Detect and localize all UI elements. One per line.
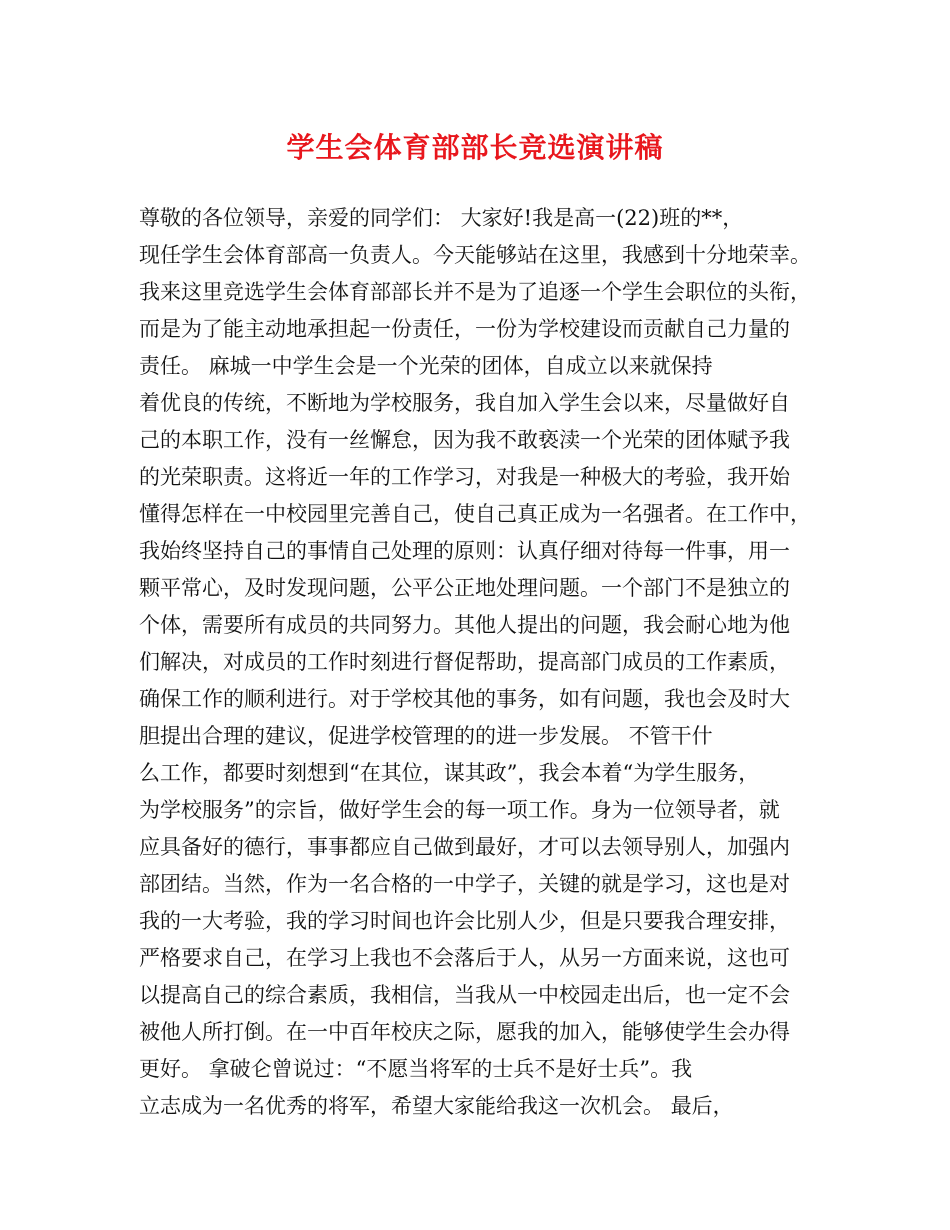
text-line: 以提高自己的综合素质，我相信，当我从一中校园走出后，也一定不会: [139, 983, 790, 1007]
text-line: 更好。 拿破仑曾说过：“不愿当将军的士兵不是好士兵”。我: [139, 1057, 693, 1081]
text-line: 胆提出合理的建议，促进学校管理的的进一步发展。 不管干什: [139, 724, 713, 748]
text-line: 颗平常心，及时发现问题，公平公正地处理问题。一个部门不是独立的: [139, 576, 790, 600]
text-line: 而是为了能主动地承担起一份责任，一份为学校建设而贡献自己力量的: [139, 317, 790, 341]
text-line: 的光荣职责。这将近一年的工作学习，对我是一种极大的考验，我开始: [139, 465, 790, 489]
text-line: 为学校服务”的宗旨，做好学生会的每一项工作。身为一位领导者，就: [139, 798, 780, 822]
text-line: 立志成为一名优秀的将军，希望大家能给我这一次机会。 最后，: [139, 1094, 734, 1118]
text-line: 己的本职工作，没有一丝懈怠，因为我不敢亵渎一个光荣的团体赋予我: [139, 428, 790, 452]
text-line: 被他人所打倒。在一中百年校庆之际，愿我的加入，能够使学生会办得: [139, 1020, 790, 1044]
text-line: 懂得怎样在一中校园里完善自己，使自己真正成为一名强者。在工作中，: [139, 502, 811, 526]
document-title: 学生会体育部部长竞选演讲稿: [286, 131, 664, 164]
text-line: 我的一大考验，我的学习时间也许会比别人少，但是只要我合理安排，: [139, 909, 790, 933]
text-line: 部团结。当然，作为一名合格的一中学子，关键的就是学习，这也是对: [139, 872, 790, 896]
speech-body: [139, 200, 829, 1125]
text-line: 确保工作的顺利进行。对于学校其他的事务，如有问题，我也会及时大: [139, 687, 790, 711]
text-line: 我始终坚持自己的事情自己处理的原则：认真仔细对待每一件事，用一: [139, 539, 790, 563]
text-line: 么工作，都要时刻想到“在其位，谋其政”，我会本着“为学生服务，: [139, 761, 760, 785]
text-line: 责任。 麻城一中学生会是一个光荣的团体，自成立以来就保持: [139, 354, 713, 378]
text-line: 严格要求自己，在学习上我也不会落后于人，从另一方面来说，这也可: [139, 946, 790, 970]
text-line: 应具备好的德行，事事都应自己做到最好，才可以去领导别人，加强内: [139, 835, 790, 859]
text-line: 尊敬的各位领导，亲爱的同学们： 大家好!我是高一(22)班的**，: [139, 206, 744, 230]
text-line: 个体，需要所有成员的共同努力。其他人提出的问题，我会耐心地为他: [139, 613, 790, 637]
text-line: 们解决，对成员的工作时刻进行督促帮助，提高部门成员的工作素质，: [139, 650, 790, 674]
text-line: 我来这里竞选学生会体育部部长并不是为了追逐一个学生会职位的头衔，: [139, 280, 811, 304]
text-line: 现任学生会体育部高一负责人。今天能够站在这里，我感到十分地荣幸。: [139, 243, 811, 267]
text-line: 着优良的传统，不断地为学校服务，我自加入学生会以来，尽量做好自: [139, 391, 790, 415]
